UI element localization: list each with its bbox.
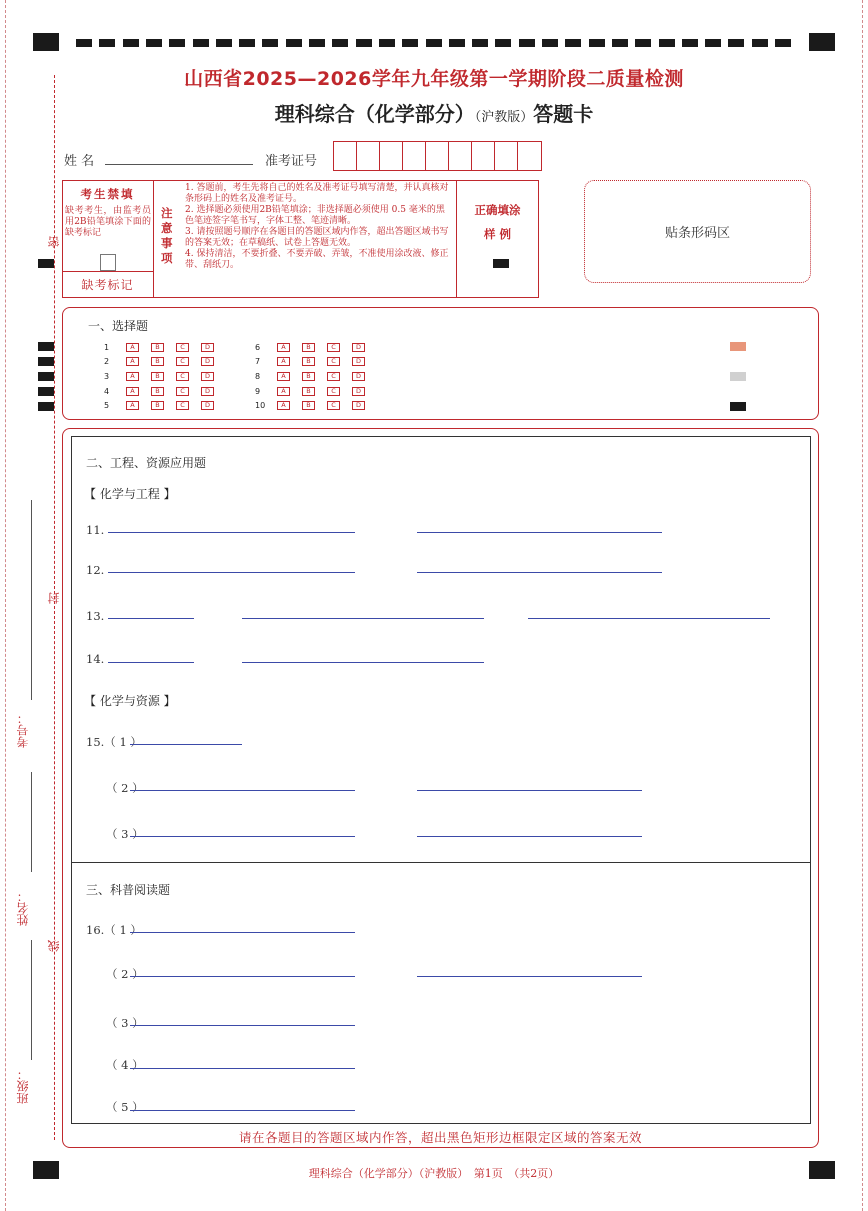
barcode-label: 贴条形码区 <box>664 226 730 241</box>
timing-mark <box>38 342 54 351</box>
mc-option-bubble[interactable]: D <box>352 401 365 410</box>
mc-option-bubble[interactable]: C <box>327 387 340 396</box>
timing-dash <box>356 39 372 47</box>
mc-question-number: 6 <box>255 342 261 352</box>
mc-question-number: 7 <box>255 357 261 367</box>
exam-id-digit[interactable] <box>357 142 380 170</box>
edge-line-right <box>862 0 863 1211</box>
mc-column-right <box>255 340 377 413</box>
q12-answer-line[interactable] <box>417 572 662 573</box>
timing-dash <box>216 39 232 47</box>
exam-id-digit[interactable] <box>334 142 357 170</box>
side-label-banji: 班级： <box>16 1068 30 1104</box>
edition-label: （沪教版） <box>474 110 534 125</box>
mc-question-row <box>104 340 226 355</box>
exam-id-digit[interactable] <box>518 142 541 170</box>
timing-dash <box>635 39 651 47</box>
mc-option-bubble[interactable]: D <box>201 357 214 366</box>
timing-dash <box>146 39 162 47</box>
timing-dash <box>286 39 302 47</box>
mc-option-bubble[interactable]: A <box>277 343 290 352</box>
part-resources: 【 化学与资源 】 <box>84 694 176 708</box>
timing-dash <box>379 39 395 47</box>
mc-option-bubble[interactable]: C <box>327 343 340 352</box>
timing-dash <box>239 39 255 47</box>
q13-label: 13. <box>86 609 105 623</box>
q14-answer-line[interactable] <box>108 662 194 663</box>
mc-option-bubble[interactable]: B <box>151 387 164 396</box>
corner-marker-tr <box>809 33 835 51</box>
mc-option-bubble[interactable]: A <box>126 387 139 396</box>
timing-dash <box>309 39 325 47</box>
mc-question-number: 8 <box>255 371 261 381</box>
q13-answer-line[interactable] <box>528 618 770 619</box>
xingming-line[interactable] <box>31 940 32 1060</box>
timing-mark <box>38 357 54 366</box>
notice-divider <box>153 180 154 298</box>
subject-title <box>0 98 868 127</box>
side-label-xingming: 姓名： <box>16 890 30 926</box>
corner-marker-tl <box>33 33 59 51</box>
q13-answer-line[interactable] <box>242 618 484 619</box>
q16-2-answer-line[interactable] <box>417 976 642 977</box>
exam-id-digit[interactable] <box>426 142 449 170</box>
attention-title: 注意事项 <box>161 206 173 265</box>
edge-line-left <box>5 0 6 1211</box>
sample-fill-mark <box>493 259 509 268</box>
mc-option-bubble[interactable]: D <box>201 343 214 352</box>
timing-dash <box>565 39 581 47</box>
card-label: 答题卡 <box>533 102 594 126</box>
mc-question-row <box>255 369 377 384</box>
mc-option-bubble[interactable]: C <box>327 372 340 381</box>
sample-swatch-gray <box>730 372 746 381</box>
mc-question-row <box>255 384 377 399</box>
section-divider <box>71 862 811 863</box>
timing-dash <box>169 39 185 47</box>
timing-dash <box>449 39 465 47</box>
mc-option-bubble[interactable]: A <box>126 401 139 410</box>
timing-mark <box>38 402 54 411</box>
attention-item: 3. 请按照题号顺序在各题目的答题区域内作答，超出答题区域书写的答案无效；在草稿纸、试卷上答题无效。 <box>185 227 449 248</box>
exam-id-digit[interactable] <box>495 142 518 170</box>
timing-dash <box>589 39 605 47</box>
q15-2-label: （ 2 ） <box>106 781 144 795</box>
attention-list <box>185 183 453 271</box>
page-footer: 理科综合（化学部分）（沪教版） 第1页 （共2页） <box>308 1167 560 1180</box>
q16-1-answer-line[interactable] <box>130 932 355 933</box>
mc-option-bubble[interactable]: C <box>327 401 340 410</box>
mc-option-bubble[interactable]: B <box>151 401 164 410</box>
mc-option-bubble[interactable]: A <box>126 372 139 381</box>
absent-mark-box[interactable] <box>100 254 116 271</box>
mc-option-bubble[interactable]: A <box>277 387 290 396</box>
side-label-xian: 线 <box>47 940 61 952</box>
timing-mark <box>38 387 54 396</box>
mc-question-number: 5 <box>104 401 110 411</box>
mc-option-bubble[interactable]: A <box>277 401 290 410</box>
timing-dash <box>495 39 511 47</box>
q12-answer-line[interactable] <box>108 572 355 573</box>
mc-question-row <box>104 398 226 413</box>
mc-question-row <box>104 369 226 384</box>
mc-question-row <box>104 384 226 399</box>
name-field[interactable] <box>105 164 253 165</box>
mc-option-bubble[interactable]: D <box>352 343 365 352</box>
section1-title: 一、选择题 <box>88 319 149 333</box>
side-label-feng: 封 <box>47 592 61 604</box>
absent-label: 缺考标记 <box>81 278 134 292</box>
section3-title: 三、科普阅读题 <box>86 883 171 897</box>
mc-option-bubble[interactable]: A <box>126 343 139 352</box>
mc-option-bubble[interactable]: D <box>352 387 365 396</box>
mc-option-bubble[interactable]: D <box>352 372 365 381</box>
forbid-title: 考生禁填 <box>80 187 135 201</box>
q16-5-answer-line[interactable] <box>130 1110 355 1111</box>
q16-4-answer-line[interactable] <box>130 1068 355 1069</box>
timing-dash <box>123 39 139 47</box>
timing-dash <box>332 39 348 47</box>
exam-id-digit[interactable] <box>472 142 495 170</box>
mc-option-bubble[interactable]: B <box>302 401 315 410</box>
timing-dash <box>728 39 744 47</box>
mc-option-bubble[interactable]: C <box>176 343 189 352</box>
timing-mark <box>38 372 54 381</box>
mc-option-bubble[interactable]: D <box>201 401 214 410</box>
mc-option-bubble[interactable]: B <box>151 372 164 381</box>
timing-mark <box>38 259 54 268</box>
answer-area-frame <box>71 436 811 1124</box>
sample-title: 正确填涂 <box>474 203 521 217</box>
mc-question-number: 4 <box>104 386 110 396</box>
mc-option-bubble[interactable]: B <box>151 343 164 352</box>
mc-option-bubble[interactable]: D <box>201 372 214 381</box>
mc-option-bubble[interactable]: C <box>176 372 189 381</box>
q15-3-answer-line[interactable] <box>417 836 642 837</box>
timing-dash <box>519 39 535 47</box>
timing-dash <box>659 39 675 47</box>
mc-column-left <box>104 340 226 413</box>
timing-dash <box>542 39 558 47</box>
q15-3-answer-line[interactable] <box>130 836 355 837</box>
timing-dash <box>262 39 278 47</box>
exam-id-digit[interactable] <box>449 142 472 170</box>
mc-option-bubble[interactable]: C <box>176 357 189 366</box>
q15-label: 15.（ 1 ） <box>86 735 142 749</box>
exam-id-digit[interactable] <box>403 142 426 170</box>
timing-dash <box>705 39 721 47</box>
forbid-text: 缺考考生，由监考员用2B铅笔填涂下面的缺考标记 <box>65 206 151 238</box>
timing-dash <box>76 39 92 47</box>
mc-option-bubble[interactable]: A <box>126 357 139 366</box>
timing-dash <box>612 39 628 47</box>
timing-dash <box>193 39 209 47</box>
q14-label: 14. <box>86 652 105 666</box>
mc-option-bubble[interactable]: B <box>302 372 315 381</box>
q16-2-answer-line[interactable] <box>130 976 355 977</box>
q11-answer-line[interactable] <box>108 532 355 533</box>
part-engineering: 【 化学与工程 】 <box>84 487 176 501</box>
mc-option-bubble[interactable]: A <box>277 372 290 381</box>
mc-option-bubble[interactable]: D <box>201 387 214 396</box>
q13-answer-line[interactable] <box>108 618 194 619</box>
exam-title: 山西省2025—2026学年九年级第一学期阶段二质量检测 <box>184 68 684 90</box>
mc-question-number: 3 <box>104 371 110 381</box>
mc-question-number: 2 <box>104 357 110 367</box>
q11-label: 11. <box>86 523 105 537</box>
mc-option-bubble[interactable]: C <box>176 401 189 410</box>
side-label-mi: 密 <box>47 236 61 248</box>
bottom-warning: 请在各题目的答题区域内作答，超出黑色矩形边框限定区域的答案无效 <box>238 1130 642 1145</box>
mc-option-bubble[interactable]: C <box>176 387 189 396</box>
mc-option-bubble[interactable]: C <box>327 357 340 366</box>
q16-3-answer-line[interactable] <box>130 1025 355 1026</box>
q15-2-answer-line[interactable] <box>130 790 355 791</box>
exam-id-label: 准考证号 <box>265 154 318 169</box>
kaohao-line[interactable] <box>31 500 32 700</box>
timing-dash <box>99 39 115 47</box>
attention-item: 2. 选择题必须使用2B铅笔填涂；非选择题必须使用 0.5 毫米的黑色笔迹签字笔书写，字体工整、笔迹清晰。 <box>185 205 445 226</box>
mc-option-bubble[interactable]: D <box>352 357 365 366</box>
timing-dash <box>682 39 698 47</box>
q16-5-label: （ 5 ） <box>106 1100 144 1114</box>
mc-question-row <box>255 340 377 355</box>
sample-sub: 样 例 <box>483 227 511 241</box>
exam-id-digit[interactable] <box>380 142 403 170</box>
q12-label: 12. <box>86 563 105 577</box>
subject-main: 理科综合（化学部分） <box>274 102 475 126</box>
timing-dash <box>426 39 442 47</box>
timing-dash <box>775 39 791 47</box>
mc-question-row <box>104 355 226 370</box>
timing-dash <box>472 39 488 47</box>
mc-question-row <box>255 355 377 370</box>
q16-4-label: （ 4 ） <box>106 1058 144 1072</box>
q15-2-answer-line[interactable] <box>417 790 642 791</box>
notice-divider <box>62 271 153 272</box>
mc-question-number: 9 <box>255 386 261 396</box>
q14-answer-line[interactable] <box>242 662 484 663</box>
q16-3-label: （ 3 ） <box>106 1016 144 1030</box>
sample-swatch-black <box>730 402 746 411</box>
timing-dash <box>752 39 768 47</box>
mc-option-bubble[interactable]: A <box>277 357 290 366</box>
barcode-area <box>584 180 811 283</box>
mc-option-bubble[interactable]: B <box>302 357 315 366</box>
mc-option-bubble[interactable]: B <box>302 343 315 352</box>
section2-title: 二、工程、资源应用题 <box>86 456 207 470</box>
q15-3-label: （ 3 ） <box>106 827 144 841</box>
binding-line <box>54 75 55 1140</box>
q16-2-label: （ 2 ） <box>106 967 144 981</box>
xingming-line-top <box>31 772 32 872</box>
q15-1-answer-line[interactable] <box>130 744 242 745</box>
attention-item: 1. 答题前，考生先将自己的姓名及准考证号填写清楚，并认真核对条形码上的姓名及准考证号。 <box>185 183 449 204</box>
mc-question-number: 10 <box>255 401 266 411</box>
q16-label: 16.（ 1 ） <box>86 923 142 937</box>
mc-question-row <box>255 398 377 413</box>
sample-swatch-orange <box>730 342 746 351</box>
timing-dash <box>402 39 418 47</box>
exam-id-boxes[interactable] <box>333 141 542 171</box>
mc-option-bubble[interactable]: B <box>151 357 164 366</box>
name-label: 姓 名 <box>64 154 95 169</box>
q11-answer-line[interactable] <box>417 532 662 533</box>
mc-question-number: 1 <box>104 342 110 352</box>
side-label-kaohao: 考号： <box>16 712 30 748</box>
mc-option-bubble[interactable]: B <box>302 387 315 396</box>
top-timing-strip <box>76 39 796 47</box>
attention-item: 4. 保持清洁，不要折叠、不要弄破、弄皱，不准使用涂改液、修正带、刮纸刀。 <box>185 249 449 270</box>
